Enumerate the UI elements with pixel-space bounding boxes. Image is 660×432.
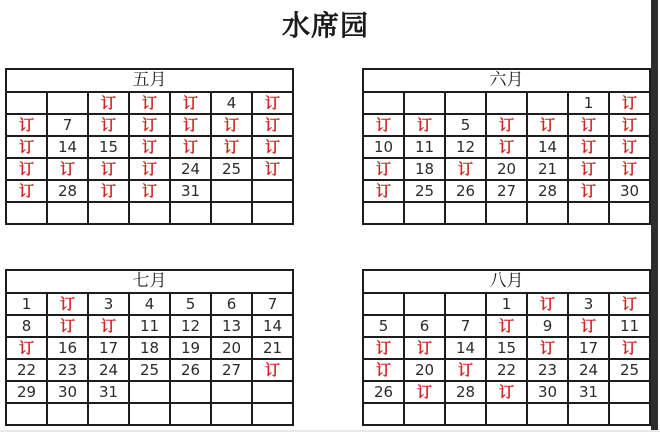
date-cell: 28 — [527, 180, 568, 202]
empty-cell — [404, 202, 445, 224]
date-cell: 27 — [211, 359, 252, 381]
calendar-may — [5, 68, 294, 225]
week-row — [363, 92, 650, 114]
date-cell: 20 — [404, 359, 445, 381]
empty-cell — [486, 202, 527, 224]
date-cell: 10 — [363, 136, 404, 158]
booked-cell: 订 — [88, 315, 129, 337]
booked-cell: 订 — [170, 114, 211, 136]
week-row — [363, 315, 650, 337]
week-row — [363, 403, 650, 425]
booked-cell: 订 — [363, 114, 404, 136]
week-row — [6, 136, 293, 158]
week-row — [6, 315, 293, 337]
booked-cell: 订 — [486, 136, 527, 158]
date-cell: 18 — [129, 337, 170, 359]
date-cell: 25 — [609, 359, 650, 381]
empty-cell — [129, 403, 170, 425]
booked-cell: 订 — [568, 158, 609, 180]
date-cell: 22 — [6, 359, 47, 381]
booked-cell: 订 — [47, 293, 88, 315]
booked-cell: 订 — [252, 136, 293, 158]
booked-cell: 订 — [363, 359, 404, 381]
empty-cell — [252, 381, 293, 403]
month-table — [362, 68, 651, 225]
week-row — [363, 359, 650, 381]
booked-cell: 订 — [609, 293, 650, 315]
week-row — [6, 381, 293, 403]
empty-cell — [6, 202, 47, 224]
date-cell: 7 — [47, 114, 88, 136]
booked-cell: 订 — [527, 114, 568, 136]
page-title: 水席园 — [281, 9, 369, 42]
date-cell: 26 — [170, 359, 211, 381]
date-cell: 23 — [47, 359, 88, 381]
month-header-row — [6, 69, 293, 92]
date-cell: 1 — [6, 293, 47, 315]
date-cell: 11 — [609, 315, 650, 337]
week-row — [6, 403, 293, 425]
date-cell: 31 — [568, 381, 609, 403]
week-row — [363, 136, 650, 158]
booked-cell: 订 — [6, 158, 47, 180]
week-row — [6, 337, 293, 359]
date-cell: 26 — [445, 180, 486, 202]
week-row — [363, 337, 650, 359]
date-cell: 11 — [129, 315, 170, 337]
booked-cell: 订 — [252, 114, 293, 136]
month-header-row — [363, 69, 650, 92]
booked-cell: 订 — [129, 158, 170, 180]
date-cell: 22 — [486, 359, 527, 381]
booked-cell: 订 — [527, 293, 568, 315]
booked-cell: 订 — [486, 381, 527, 403]
date-cell: 28 — [445, 381, 486, 403]
date-cell: 3 — [568, 293, 609, 315]
empty-cell — [445, 92, 486, 114]
booked-cell: 订 — [404, 114, 445, 136]
date-cell: 30 — [47, 381, 88, 403]
booked-cell: 订 — [568, 114, 609, 136]
month-table — [5, 68, 294, 225]
month-name: 六月 — [363, 69, 650, 92]
booked-cell: 订 — [88, 92, 129, 114]
date-cell: 14 — [47, 136, 88, 158]
date-cell: 29 — [6, 381, 47, 403]
date-cell: 21 — [252, 337, 293, 359]
empty-cell — [129, 381, 170, 403]
booked-cell: 订 — [486, 114, 527, 136]
empty-cell — [129, 202, 170, 224]
booked-cell: 订 — [568, 315, 609, 337]
date-cell: 14 — [252, 315, 293, 337]
booked-cell: 订 — [170, 136, 211, 158]
booked-cell: 订 — [363, 158, 404, 180]
date-cell: 24 — [88, 359, 129, 381]
booked-cell: 订 — [445, 359, 486, 381]
date-cell: 5 — [170, 293, 211, 315]
week-row — [6, 114, 293, 136]
date-cell: 17 — [88, 337, 129, 359]
booked-cell: 订 — [568, 180, 609, 202]
date-cell: 31 — [170, 180, 211, 202]
date-cell: 14 — [445, 337, 486, 359]
week-row — [6, 92, 293, 114]
week-row — [6, 202, 293, 224]
booked-cell: 订 — [404, 381, 445, 403]
date-cell: 30 — [609, 180, 650, 202]
date-cell: 25 — [211, 158, 252, 180]
booked-cell: 订 — [6, 114, 47, 136]
empty-cell — [252, 180, 293, 202]
empty-cell — [88, 403, 129, 425]
empty-cell — [211, 381, 252, 403]
date-cell: 5 — [363, 315, 404, 337]
empty-cell — [609, 381, 650, 403]
empty-cell — [252, 202, 293, 224]
booked-cell: 订 — [170, 92, 211, 114]
date-cell: 3 — [88, 293, 129, 315]
empty-cell — [170, 381, 211, 403]
booked-cell: 订 — [609, 337, 650, 359]
date-cell: 28 — [47, 180, 88, 202]
week-row — [363, 293, 650, 315]
booked-cell: 订 — [252, 359, 293, 381]
booked-cell: 订 — [609, 92, 650, 114]
date-cell: 15 — [486, 337, 527, 359]
booked-cell: 订 — [211, 136, 252, 158]
week-row — [6, 359, 293, 381]
calendar-july — [5, 269, 294, 426]
empty-cell — [609, 202, 650, 224]
date-cell: 20 — [486, 158, 527, 180]
week-row — [363, 202, 650, 224]
date-cell: 8 — [6, 315, 47, 337]
empty-cell — [363, 293, 404, 315]
empty-cell — [404, 293, 445, 315]
booked-cell: 订 — [88, 158, 129, 180]
booked-cell: 订 — [445, 158, 486, 180]
booked-cell: 订 — [129, 92, 170, 114]
booked-cell: 订 — [6, 337, 47, 359]
date-cell: 23 — [527, 359, 568, 381]
booked-cell: 订 — [609, 136, 650, 158]
booked-cell: 订 — [47, 158, 88, 180]
booked-cell: 订 — [568, 136, 609, 158]
date-cell: 1 — [486, 293, 527, 315]
empty-cell — [568, 202, 609, 224]
date-cell: 1 — [568, 92, 609, 114]
booked-cell: 订 — [129, 180, 170, 202]
empty-cell — [445, 293, 486, 315]
date-cell: 17 — [568, 337, 609, 359]
week-row — [363, 114, 650, 136]
empty-cell — [170, 202, 211, 224]
empty-cell — [527, 202, 568, 224]
week-row — [363, 180, 650, 202]
empty-cell — [47, 202, 88, 224]
booked-cell: 订 — [363, 180, 404, 202]
date-cell: 18 — [404, 158, 445, 180]
date-cell: 12 — [445, 136, 486, 158]
empty-cell — [211, 180, 252, 202]
booked-cell: 订 — [609, 114, 650, 136]
empty-cell — [404, 92, 445, 114]
date-cell: 9 — [527, 315, 568, 337]
month-table — [5, 269, 294, 426]
empty-cell — [445, 403, 486, 425]
date-cell: 4 — [129, 293, 170, 315]
month-header-row — [363, 270, 650, 293]
calendar-august — [362, 269, 651, 426]
empty-cell — [170, 403, 211, 425]
date-cell: 31 — [88, 381, 129, 403]
empty-cell — [363, 92, 404, 114]
booked-cell: 订 — [252, 92, 293, 114]
empty-cell — [47, 403, 88, 425]
empty-cell — [445, 202, 486, 224]
month-name: 五月 — [6, 69, 293, 92]
month-name: 七月 — [6, 270, 293, 293]
empty-cell — [609, 403, 650, 425]
date-cell: 16 — [47, 337, 88, 359]
empty-cell — [6, 403, 47, 425]
booked-cell: 订 — [129, 114, 170, 136]
date-cell: 24 — [170, 158, 211, 180]
date-cell: 25 — [129, 359, 170, 381]
booked-cell: 订 — [6, 180, 47, 202]
booked-cell: 订 — [129, 136, 170, 158]
week-row — [6, 293, 293, 315]
empty-cell — [568, 403, 609, 425]
right-edge-bar — [651, 0, 658, 432]
date-cell: 7 — [252, 293, 293, 315]
empty-cell — [211, 202, 252, 224]
booked-cell: 订 — [47, 315, 88, 337]
date-cell: 5 — [445, 114, 486, 136]
date-cell: 4 — [211, 92, 252, 114]
empty-cell — [527, 92, 568, 114]
booked-cell: 订 — [363, 337, 404, 359]
date-cell: 24 — [568, 359, 609, 381]
date-cell: 26 — [363, 381, 404, 403]
date-cell: 14 — [527, 136, 568, 158]
empty-cell — [527, 403, 568, 425]
booked-cell: 订 — [88, 114, 129, 136]
date-cell: 21 — [527, 158, 568, 180]
empty-cell — [363, 202, 404, 224]
empty-cell — [252, 403, 293, 425]
empty-cell — [404, 403, 445, 425]
booked-cell: 订 — [88, 180, 129, 202]
date-cell: 30 — [527, 381, 568, 403]
empty-cell — [486, 92, 527, 114]
booked-cell: 订 — [404, 337, 445, 359]
date-cell: 11 — [404, 136, 445, 158]
empty-cell — [486, 403, 527, 425]
date-cell: 19 — [170, 337, 211, 359]
month-header-row — [6, 270, 293, 293]
date-cell: 15 — [88, 136, 129, 158]
date-cell: 7 — [445, 315, 486, 337]
week-row — [363, 381, 650, 403]
date-cell: 27 — [486, 180, 527, 202]
booked-cell: 订 — [486, 315, 527, 337]
booked-cell: 订 — [211, 114, 252, 136]
empty-cell — [6, 92, 47, 114]
date-cell: 13 — [211, 315, 252, 337]
date-cell: 25 — [404, 180, 445, 202]
booked-cell: 订 — [6, 136, 47, 158]
week-row — [6, 158, 293, 180]
date-cell: 20 — [211, 337, 252, 359]
empty-cell — [211, 403, 252, 425]
date-cell: 6 — [404, 315, 445, 337]
date-cell: 12 — [170, 315, 211, 337]
week-row — [363, 158, 650, 180]
month-table — [362, 269, 651, 426]
empty-cell — [363, 403, 404, 425]
empty-cell — [47, 92, 88, 114]
booked-cell: 订 — [527, 337, 568, 359]
week-row — [6, 180, 293, 202]
month-name: 八月 — [363, 270, 650, 293]
booked-cell: 订 — [252, 158, 293, 180]
date-cell: 6 — [211, 293, 252, 315]
empty-cell — [88, 202, 129, 224]
calendar-june — [362, 68, 651, 225]
booked-cell: 订 — [609, 158, 650, 180]
